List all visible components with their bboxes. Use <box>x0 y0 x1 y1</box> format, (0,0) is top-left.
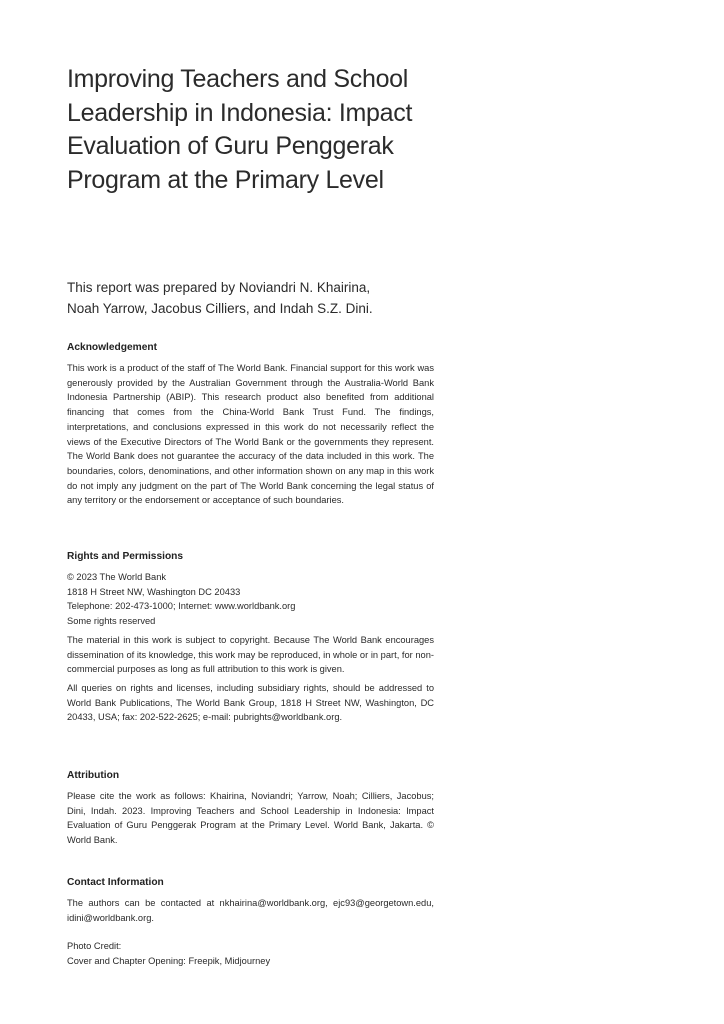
attribution-body: Please cite the work as follows: Khairina, Noviandri; Yarrow, Noah; Cilliers, Jacobus; Dini, Indah. 2023. Improving Teachers and School Leadership in Indonesia: Impact Evaluation of Guru Penggerak Program at the Primary Level. World Bank, Jakarta. © World Bank. <box>67 791 434 846</box>
contact-line: Telephone: 202-473-1000; Internet: www.worldbank.org <box>67 601 296 612</box>
authors-line: This report was prepared by Noviandri N. Khairina, <box>67 280 371 295</box>
contact-heading: Contact Information <box>67 877 164 888</box>
contact-body: The authors can be contacted at nkhairina@worldbank.org, ejc93@georgetown.edu, idini@worldbank.org. <box>67 898 434 923</box>
report-title <box>67 63 467 197</box>
attribution-heading: Attribution <box>67 770 120 781</box>
title-line: Improving Teachers and School <box>67 65 409 93</box>
contact-section <box>67 876 434 925</box>
rights-heading: Rights and Permissions <box>67 551 184 562</box>
title-line: Leadership in Indonesia: Impact <box>67 98 413 127</box>
title-line: Program at the Primary Level <box>67 165 384 194</box>
photo-credit-label: Photo Credit: <box>67 941 122 951</box>
acknowledgement-section <box>67 341 434 508</box>
title-line: Evaluation of Guru Penggerak <box>67 132 394 160</box>
photo-credit-section <box>67 939 434 968</box>
acknowledgement-heading: Acknowledgement <box>67 342 158 353</box>
address-line: 1818 H Street NW, Washington DC 20433 <box>67 586 241 597</box>
authors-line: Noah Yarrow, Jacobus Cilliers, and Indah S.Z. Dini. <box>67 301 373 316</box>
copyright-line: © 2023 The World Bank <box>67 572 167 582</box>
queries-body: All queries on rights and licenses, including subsidiary rights, should be addressed to World Bank Publications, The World Bank Group, 1818 H Street NW, Washington, DC 20433, USA; fax: 202-522-2625; e-mail: pubrights@worldbank.org. <box>67 682 434 723</box>
rights-reserved-line: Some rights reserved <box>67 616 156 627</box>
rights-section <box>67 550 434 725</box>
copyright-body: The material in this work is subject to copyright. Because The World Bank encourages dissemination of its knowledge, this work may be reproduced, in whole or in part, for non-commercial purposes as long as full attribution to this work is given. <box>67 634 434 675</box>
authors-statement <box>67 277 487 319</box>
photo-credit-text: Cover and Chapter Opening: Freepik, Midjourney <box>67 955 271 966</box>
attribution-section <box>67 769 434 848</box>
acknowledgement-body: This work is a product of the staff of The World Bank. Financial support for this work was generously provided by the Australian Government through the Australia-World Bank Indonesia Partnership (ABIP). This research product also benefited from additional financing that comes from the China-World Bank Trust Fund. The findings, interpretations, and conclusions expressed in this work do not necessarily reflect the views of the Executive Directors of The World Bank or the governments they represent. The World Bank does not guarantee the accuracy of the data included in this work. The boundaries, colors, denominations, and other information shown on any map in this work do not imply any judgment on the part of The World Bank concerning the legal status of any territory or the endorsement or acceptance of such boundaries. <box>67 363 434 506</box>
